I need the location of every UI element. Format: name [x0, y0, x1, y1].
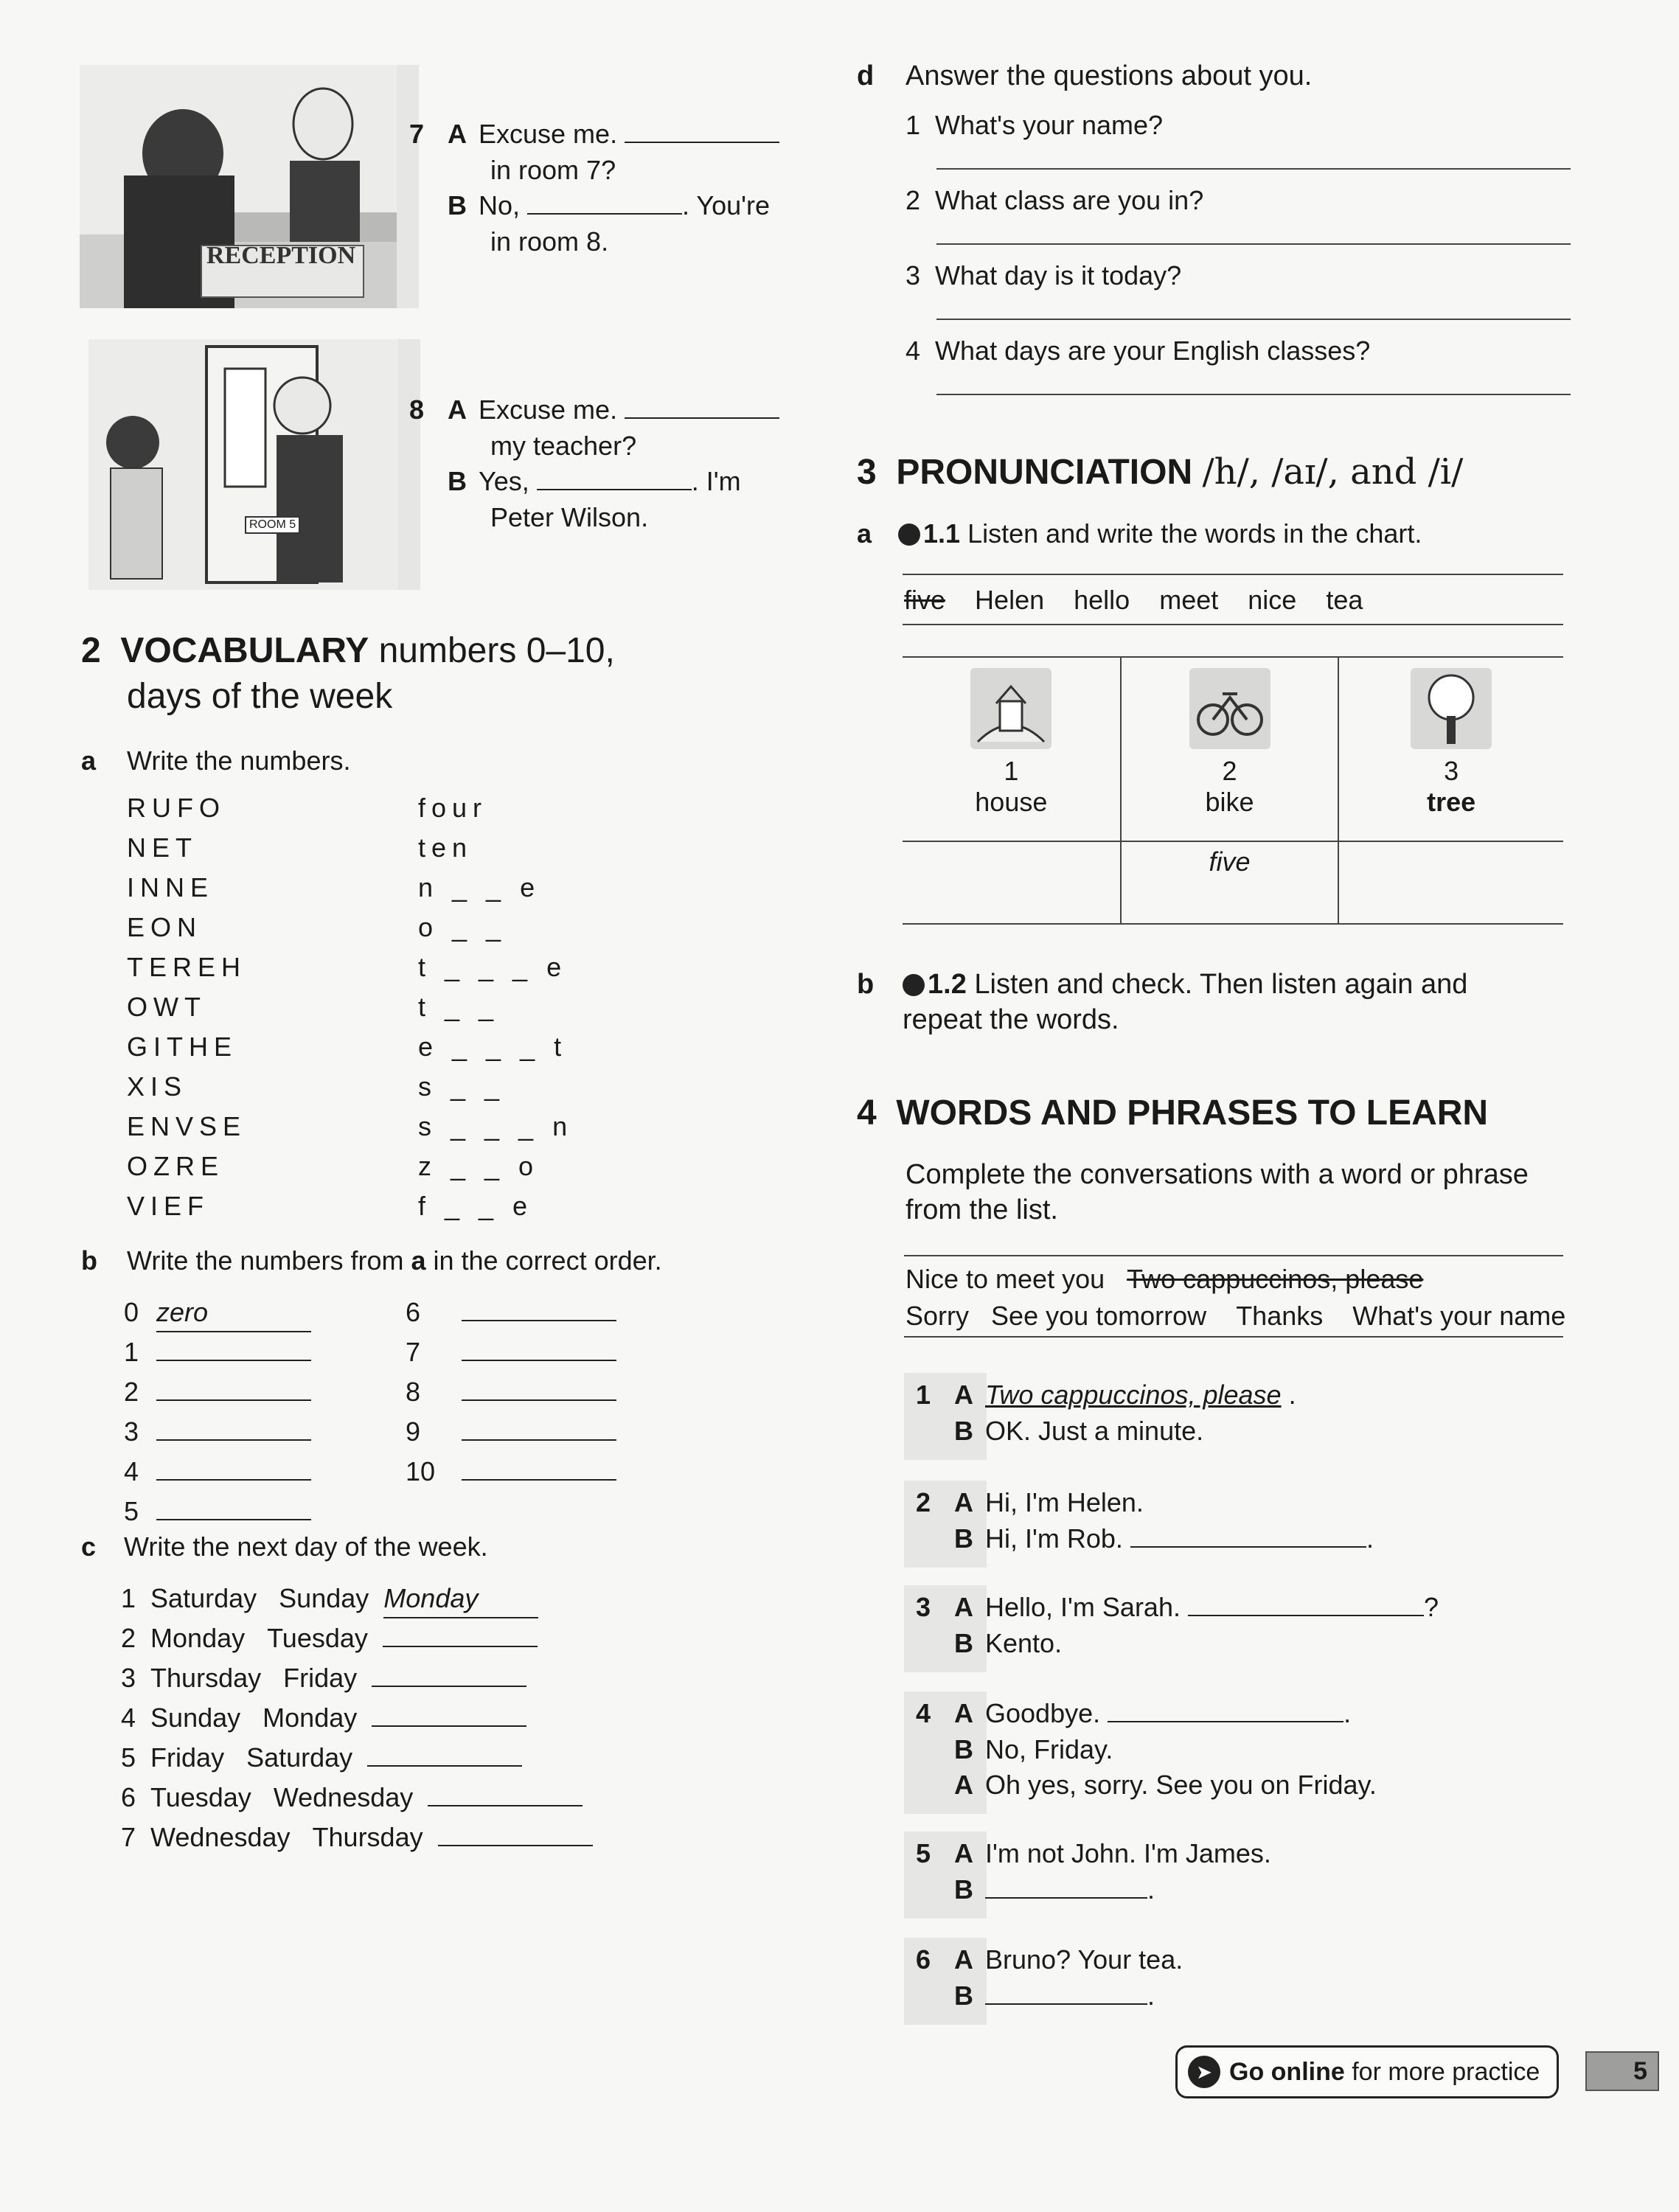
chart-header-bike: 2 bike	[1121, 657, 1339, 841]
answer-blank[interactable]	[625, 417, 779, 419]
answer-blank[interactable]	[1130, 1546, 1366, 1548]
exercise-2b-instruction: b Write the numbers from a in the correct order.	[81, 1245, 662, 1276]
dialog-7: 7 A Excuse me. in room 7? B No, . You're in room 8.	[409, 116, 779, 260]
classroom-door-illustration	[88, 339, 398, 590]
list-item: 3 Thursday Friday	[121, 1660, 593, 1700]
answer-blank[interactable]	[1108, 1721, 1343, 1722]
answer-blank[interactable]	[156, 1439, 311, 1441]
exercise-d-instruction: d Answer the questions about you.	[857, 60, 1313, 91]
chart-cell-house[interactable]	[903, 841, 1121, 924]
question-item: 1 What's your name?	[905, 108, 1370, 183]
sound-chart	[903, 656, 1563, 925]
answer-blank[interactable]	[462, 1320, 616, 1321]
conversation-2: 2 A Hi, I'm Helen. B Hi, I'm Rob. .	[916, 1487, 1374, 1554]
exercise-2a-list	[127, 790, 573, 1228]
exercise-2b-left: 0 zero 1 2 3 4 5	[124, 1295, 311, 1534]
answer-blank[interactable]	[372, 1725, 526, 1727]
answer-blank[interactable]	[156, 1360, 311, 1361]
list-item: OZRE z _ _ o	[127, 1151, 540, 1181]
answer-blank[interactable]	[537, 489, 692, 490]
dialog-8: 8 A Excuse me. my teacher? B Yes, . I'm Peter Wilson.	[409, 392, 779, 535]
section-2-heading: 2 VOCABULARY numbers 0–10, days of the week	[81, 631, 615, 717]
answer-blank[interactable]	[428, 1805, 583, 1806]
conversation-4: 4 A Goodbye. . B No, Friday. A Oh yes, sorry. See you on Friday.	[916, 1698, 1377, 1801]
reception-illustration	[80, 65, 397, 308]
list-item: TEREH t _ _ _ e	[127, 952, 568, 982]
audio-icon[interactable]	[903, 974, 925, 996]
answer-blank[interactable]	[156, 1519, 311, 1520]
go-online-button[interactable]: ➤ Go online for more practice	[1175, 2045, 1559, 2098]
list-item: EON o _ _	[127, 912, 507, 942]
answer-blank[interactable]	[462, 1439, 616, 1441]
conversation-1: 1 A Two cappuccinos, please . B OK. Just a minute.	[916, 1380, 1296, 1446]
exercise-d-questions	[905, 108, 1370, 408]
list-item: 4 Sunday Monday	[121, 1700, 593, 1740]
answer-line[interactable]	[936, 243, 1571, 245]
chart-cell-tree[interactable]	[1338, 841, 1563, 924]
house-icon	[970, 668, 1051, 749]
chart-header-house: 1 house	[903, 657, 1121, 841]
reception-sign: RECEPTION	[206, 242, 356, 269]
list-item: 1 Saturday Sunday Monday	[121, 1581, 593, 1621]
answer-blank[interactable]	[156, 1479, 311, 1481]
answer-blank[interactable]	[985, 2003, 1147, 2005]
word-bank: five Helen hello meet nice tea	[904, 585, 1363, 615]
list-item: 2 Monday Tuesday	[121, 1621, 593, 1660]
tree-icon	[1411, 668, 1492, 749]
list-item: ENVSE s _ _ _ n	[127, 1111, 574, 1141]
exercise-2c-list	[121, 1581, 593, 1860]
bike-icon	[1189, 668, 1270, 749]
list-item: 5 Friday Saturday	[121, 1740, 593, 1780]
answer-blank[interactable]	[367, 1765, 522, 1767]
list-item: INNE n _ _ e	[127, 872, 541, 902]
exercise-3a-instruction: a 1.1 Listen and write the words in the chart.	[857, 518, 1422, 549]
section-3-heading: 3 PRONUNCIATION /h/, /aɪ/, and /i/	[857, 451, 1464, 493]
answer-blank[interactable]	[527, 213, 682, 215]
answer-blank[interactable]	[372, 1686, 526, 1687]
answer-blank[interactable]	[625, 142, 779, 143]
conversation-5: 5 A I'm not John. I'm James. B .	[916, 1838, 1271, 1905]
conversation-6: 6 A Bruno? Your tea. B .	[916, 1944, 1183, 2011]
exercise-4-instruction: Complete the conversations with a word or phrase from the list.	[905, 1159, 1529, 1225]
list-item: 7 Wednesday Thursday	[121, 1820, 593, 1860]
page-number: 5	[1585, 2051, 1659, 2091]
list-item: RUFO four	[127, 793, 488, 823]
exercise-3b-instruction: b 1.2 Listen and check. Then listen again and repeat the words.	[857, 969, 1468, 1035]
exercise-2c-instruction: c Write the next day of the week.	[81, 1531, 488, 1562]
list-item: GITHE e _ _ _ t	[127, 1032, 568, 1062]
exercise-2a-instruction: a Write the numbers.	[81, 745, 351, 776]
conversation-3: 3 A Hello, I'm Sarah. ? B Kento.	[916, 1592, 1439, 1658]
answer-blank[interactable]	[985, 1897, 1147, 1899]
question-item: 2 What class are you in?	[905, 183, 1370, 258]
list-item: 6 Tuesday Wednesday	[121, 1780, 593, 1820]
list-item: NET ten	[127, 832, 473, 863]
door-sign: ROOM 5	[245, 516, 300, 534]
question-item: 4 What days are your English classes?	[905, 333, 1370, 408]
exercise-2b-right: 6 7 8 9 10	[406, 1295, 616, 1494]
list-item: OWT t _ _	[127, 992, 500, 1022]
phrase-bank: Nice to meet you Two cappuccinos, please Sorry See you tomorrow Thanks What's your name	[905, 1264, 1566, 1332]
answer-line[interactable]	[936, 168, 1571, 170]
answer-blank[interactable]	[462, 1360, 616, 1361]
cursor-icon: ➤	[1188, 2056, 1220, 2088]
section-4-heading: 4 WORDS AND PHRASES TO LEARN	[857, 1093, 1489, 1133]
chart-header-tree: 3 tree	[1338, 657, 1563, 841]
answer-blank[interactable]	[462, 1479, 616, 1481]
answer-blank[interactable]	[462, 1399, 616, 1401]
answer-line[interactable]	[936, 394, 1571, 395]
answer-blank[interactable]: Monday	[383, 1581, 538, 1618]
audio-icon[interactable]	[898, 524, 920, 546]
list-item: VIEF f _ _ e	[127, 1191, 534, 1221]
question-item: 3 What day is it today?	[905, 258, 1370, 333]
answer-blank[interactable]	[156, 1399, 311, 1401]
answer-blank[interactable]	[1188, 1615, 1424, 1616]
answer-line[interactable]	[936, 319, 1571, 320]
answer-blank[interactable]: zero	[156, 1295, 311, 1332]
answer-blank[interactable]	[438, 1845, 593, 1846]
answer-blank[interactable]	[383, 1646, 538, 1647]
chart-cell-bike[interactable]: five	[1121, 841, 1339, 924]
list-item: XIS s _ _	[127, 1071, 506, 1102]
